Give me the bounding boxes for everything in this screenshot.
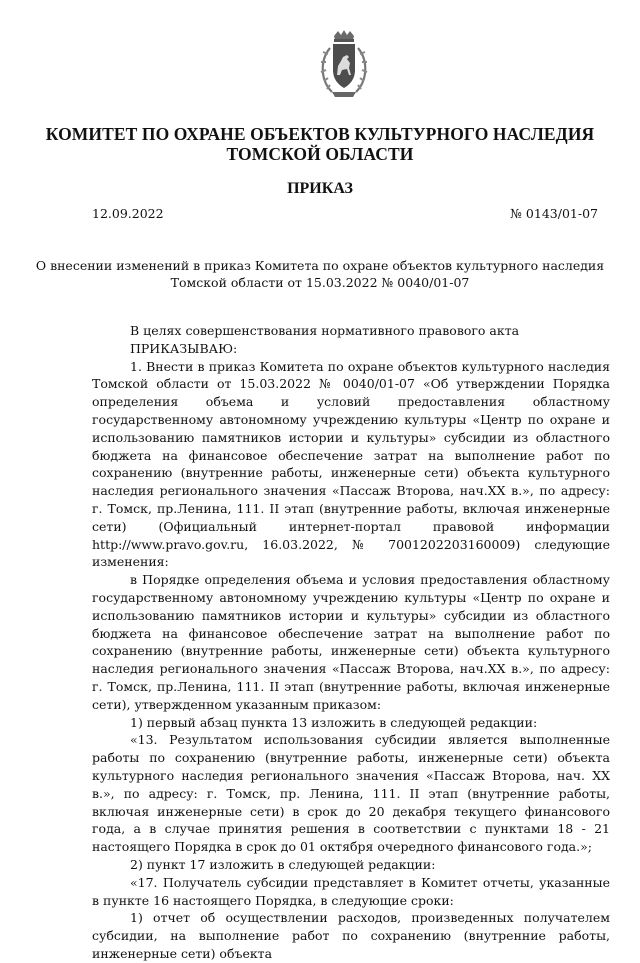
subject-line-2: Томской области от 15.03.2022 № 0040/01-07 <box>170 275 470 290</box>
order-keyword: ПРИКАЗЫВАЮ: <box>130 340 238 356</box>
tomsk-region-coat-of-arms-icon <box>316 30 372 100</box>
procedure-amendment-paragraph: в Порядке определения объема и условия предоставления областному государственному автономному учреждению культуры «Центр по охране и использованию памятников истории и культуры» субсидии из областного бюджета на финансовое обеспечение затрат на выполнение работ по сохранению (внутренние работы, инженерные сети) объекта культурного наследия регионального значения «Пассаж Второва, нач.XX в.», по адресу: г. Томск, пр.Ленина, 111. II этап (внутренние работы, включая инженерные сети), утвержденном указанным приказом: <box>92 572 610 712</box>
document-number: № 0143/01-07 <box>510 206 598 221</box>
org-name-line-2: ТОМСКОЙ ОБЛАСТИ <box>226 144 414 164</box>
clause-17-text: «17. Получатель субсидии представляет в Комитет отчеты, указанные в пункте 16 настоящего Порядка, в следующие сроки: <box>92 874 610 908</box>
org-name-line-1: КОМИТЕТ ПО ОХРАНЕ ОБЪЕКТОВ КУЛЬТУРНОГО НАСЛЕДИЯ <box>45 124 595 144</box>
subject-line-1: О внесении изменений в приказ Комитета по охране объектов культурного наследия <box>35 258 605 273</box>
clause-13-text: «13. Результатом использования субсидии является выполненные работы по сохранению (внутренние работы, инженерные сети) объекта культурного наследия регионального значения «Пассаж Второва, нач. XX в.», по адресу: г. Томск, пр. Ленина, 111. II этап (внутренние работы, включая инженерные сети) в срок до 20 декабря текущего финансового года, а в случае принятия решения в соответствии с пунктами 18 - 21 настоящего Порядка в срок до 01 октября очередного финансового года.»; <box>92 732 610 855</box>
clause-1-paragraph: 1. Внести в приказ Комитета по охране объектов культурного наследия Томской области от 15.03.2022 № 0040/01-07 «Об утверждении Порядка определения объема и условий предоставления областному государственному автономному учреждению культуры «Центр по охране и использованию памятников истории и культуры» субсидии из областного бюджета на финансовое обеспечение затрат на выполнение работ по сохранению (внутренние работы, инженерные сети) объекта культурного наследия регионального значения «Пассаж Второва, нач.XX в.», по адресу: г. Томск, пр.Ленина, 111. II этап (внутренние работы, включая инженерные сети) (Официальный интернет-портал правовой информации http://www.pravo.gov.ru, 16.03.2022, № 7001202203160009) следующие изменения: <box>92 358 610 570</box>
document-type-title: ПРИКАЗ <box>287 180 353 197</box>
preamble-paragraph: В целях совершенствования нормативного правового акта <box>130 323 520 338</box>
sub-item-2-paragraph: 2) пункт 17 изложить в следующей редакции: <box>130 856 436 872</box>
document-date: 12.09.2022 <box>92 206 164 221</box>
clause-17-item-1-text: 1) отчет об осуществлении расходов, произведенных получателем субсидии, на выполнение работ по сохранению (внутренние работы, инженерные сети) объекта <box>92 910 610 961</box>
sub-item-1-paragraph: 1) первый абзац пункта 13 изложить в следующей редакции: <box>130 714 538 730</box>
document-body <box>92 322 610 963</box>
